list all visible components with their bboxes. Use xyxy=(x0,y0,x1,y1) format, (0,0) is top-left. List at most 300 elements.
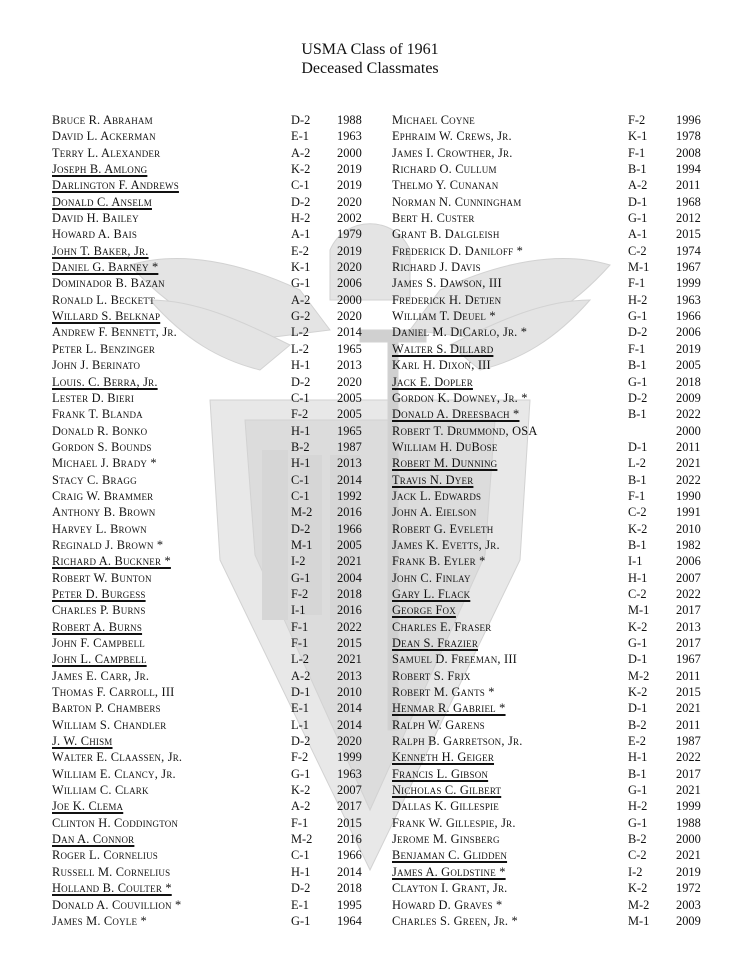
classmate-name: Reginald J. Brown * xyxy=(52,537,164,552)
year-deceased: 2021 xyxy=(676,848,701,863)
year-deceased: 2009 xyxy=(676,913,701,928)
classmate-name: Kenneth H. Geiger xyxy=(392,750,495,765)
list-item xyxy=(52,668,372,684)
company-code: D-1 xyxy=(628,194,648,209)
year-deceased: 2009 xyxy=(676,390,701,405)
list-item xyxy=(392,700,712,716)
list-item xyxy=(392,439,712,455)
classmate-name: Bruce R. Abraham xyxy=(52,113,153,127)
year-deceased: 1988 xyxy=(676,815,701,830)
year-deceased: 2003 xyxy=(676,897,701,912)
company-code: B-1 xyxy=(628,537,647,552)
year-deceased: 2014 xyxy=(337,717,362,732)
year-deceased: 1999 xyxy=(337,750,362,765)
list-item xyxy=(392,472,712,488)
year-deceased: 1988 xyxy=(337,113,362,127)
classmate-name: Donald R. Bonko xyxy=(52,423,148,438)
year-deceased: 2020 xyxy=(337,309,362,324)
company-code: L-2 xyxy=(291,341,309,356)
classmate-name: Dean S. Frazier xyxy=(392,636,479,650)
company-code: B-2 xyxy=(628,717,647,732)
list-item xyxy=(392,161,712,177)
company-code: K-2 xyxy=(628,881,648,896)
list-item xyxy=(392,423,712,439)
list-item xyxy=(52,357,372,373)
year-deceased: 2018 xyxy=(337,586,362,601)
company-code: C-2 xyxy=(628,505,647,520)
classmate-name: William E. Clancy, Jr. xyxy=(52,766,176,781)
roster-column-left xyxy=(52,112,372,929)
year-deceased: 1999 xyxy=(676,276,701,291)
classmate-name: Frederick D. Daniloff * xyxy=(392,243,523,258)
company-code: K-2 xyxy=(628,521,648,536)
list-item xyxy=(392,586,712,602)
classmate-name: John F. Campbell xyxy=(52,636,145,650)
year-deceased: 2008 xyxy=(676,145,701,160)
classmate-name: Robert S. Frix xyxy=(392,668,471,683)
year-deceased: 2021 xyxy=(676,701,701,716)
list-item xyxy=(52,341,372,357)
list-item xyxy=(392,374,712,390)
list-item xyxy=(52,324,372,340)
list-item xyxy=(52,717,372,733)
classmate-name: Darlington F. Andrews xyxy=(52,178,179,193)
list-item xyxy=(52,504,372,520)
list-item xyxy=(52,521,372,537)
classmate-name: Gordon K. Downey, Jr. * xyxy=(392,390,528,405)
year-deceased: 2022 xyxy=(676,472,701,487)
classmate-name: Roger L. Cornelius xyxy=(52,848,158,863)
list-item xyxy=(392,717,712,733)
list-item xyxy=(52,472,372,488)
year-deceased: 2005 xyxy=(337,407,362,422)
classmate-name: Donald A. Couvillion * xyxy=(52,897,182,912)
list-item xyxy=(392,798,712,814)
year-deceased: 2022 xyxy=(337,619,362,634)
year-deceased: 2004 xyxy=(337,570,362,585)
year-deceased: 2021 xyxy=(337,554,362,569)
classmate-name: James M. Coyle * xyxy=(52,913,147,928)
year-deceased: 1996 xyxy=(676,113,701,127)
classmate-name: Richard O. Cullum xyxy=(392,162,497,177)
classmate-name: Donald A. Dreesbach * xyxy=(392,407,520,422)
classmate-name: Gary L. Flack xyxy=(392,586,471,601)
year-deceased: 1999 xyxy=(676,799,701,814)
list-item xyxy=(392,521,712,537)
list-item xyxy=(52,651,372,667)
classmate-name: Richard A. Buckner * xyxy=(52,554,171,569)
company-code: G-1 xyxy=(628,636,648,650)
classmate-name: Michael Coyne xyxy=(392,113,475,127)
list-item xyxy=(52,537,372,553)
year-deceased: 2019 xyxy=(337,243,362,258)
classmate-name: Thomas F. Carroll, III xyxy=(52,685,175,700)
company-code: G-1 xyxy=(628,309,648,324)
classmate-name: Ronald L. Beckett xyxy=(52,292,155,307)
company-code: D-2 xyxy=(291,734,311,749)
classmate-name: Robert W. Bunton xyxy=(52,570,152,585)
company-code: G-1 xyxy=(628,783,648,798)
list-item xyxy=(392,406,712,422)
classmate-name: Barton P. Chambers xyxy=(52,701,161,716)
classmate-name: Russell M. Cornelius xyxy=(52,864,171,879)
year-deceased: 2013 xyxy=(337,668,362,683)
classmate-name: John T. Baker, Jr. xyxy=(52,243,149,258)
company-code: B-2 xyxy=(628,832,647,847)
company-code: F-1 xyxy=(628,341,646,356)
list-item xyxy=(392,357,712,373)
year-deceased: 2006 xyxy=(337,276,362,291)
company-code: D-2 xyxy=(628,390,648,405)
classmate-name: Dominador B. Bazan xyxy=(52,276,165,291)
company-code: C-2 xyxy=(628,848,647,863)
list-item xyxy=(392,128,712,144)
list-item xyxy=(392,847,712,863)
company-code: F-1 xyxy=(291,636,309,650)
company-code: L-2 xyxy=(291,652,309,667)
list-item xyxy=(52,308,372,324)
classmate-name: William C. Clark xyxy=(52,783,149,798)
company-code: E-2 xyxy=(628,734,646,749)
list-item xyxy=(52,455,372,471)
classmate-name: Clayton I. Grant, Jr. xyxy=(392,881,508,896)
list-item xyxy=(52,177,372,193)
company-code: M-2 xyxy=(291,505,313,520)
list-item xyxy=(392,684,712,700)
company-code: H-1 xyxy=(291,456,311,471)
list-item xyxy=(392,455,712,471)
classmate-name: Holland B. Coulter * xyxy=(52,881,172,896)
list-item xyxy=(392,668,712,684)
list-item xyxy=(392,145,712,161)
classmate-name: Henmar R. Gabriel * xyxy=(392,701,506,716)
list-item xyxy=(392,243,712,259)
company-code: G-1 xyxy=(291,766,311,781)
year-deceased: 2016 xyxy=(337,505,362,520)
classmate-name: Joe K. Clema xyxy=(52,799,124,814)
company-code: D-2 xyxy=(291,113,311,127)
classmate-name: Robert A. Burns xyxy=(52,619,143,634)
list-item xyxy=(392,602,712,618)
company-code: F-2 xyxy=(291,586,309,601)
company-code: B-1 xyxy=(628,766,647,781)
classmate-name: Norman N. Cunningham xyxy=(392,194,522,209)
company-code: A-1 xyxy=(628,227,648,242)
list-item xyxy=(392,635,712,651)
company-code: F-2 xyxy=(291,407,309,422)
classmate-name: Robert M. Gants * xyxy=(392,685,495,700)
list-item xyxy=(392,913,712,929)
classmate-name: Nicholas C. Gilbert xyxy=(392,783,502,798)
company-code: G-1 xyxy=(291,913,311,928)
list-item xyxy=(52,619,372,635)
company-code: D-1 xyxy=(628,652,648,667)
list-item xyxy=(52,292,372,308)
year-deceased: 2000 xyxy=(337,292,362,307)
company-code: L-1 xyxy=(291,717,309,732)
list-item xyxy=(392,275,712,291)
year-deceased: 2013 xyxy=(337,358,362,373)
company-code: F-1 xyxy=(628,276,646,291)
company-code: B-1 xyxy=(628,472,647,487)
company-code: I-1 xyxy=(628,554,643,569)
year-deceased: 1974 xyxy=(676,243,701,258)
classmate-name: James I. Crowther, Jr. xyxy=(392,145,513,160)
year-deceased: 1990 xyxy=(676,488,701,503)
company-code: C-2 xyxy=(628,243,647,258)
year-deceased: 2015 xyxy=(676,227,701,242)
company-code: K-2 xyxy=(628,619,648,634)
classmate-name: Howard A. Bais xyxy=(52,227,138,242)
company-code: F-1 xyxy=(628,488,646,503)
list-item xyxy=(52,145,372,161)
list-item xyxy=(392,619,712,635)
year-deceased: 1963 xyxy=(337,129,362,144)
list-item xyxy=(392,749,712,765)
year-deceased: 2000 xyxy=(676,423,701,438)
year-deceased: 2010 xyxy=(337,685,362,700)
year-deceased: 2022 xyxy=(676,750,701,765)
company-code: C-1 xyxy=(291,178,310,193)
classmate-name: Dan A. Connor xyxy=(52,832,135,847)
company-code: D-2 xyxy=(291,194,311,209)
company-code: I-2 xyxy=(291,554,306,569)
company-code: C-1 xyxy=(291,472,310,487)
company-code: F-1 xyxy=(291,815,309,830)
company-code: F-1 xyxy=(291,619,309,634)
classmate-name: Craig W. Brammer xyxy=(52,488,154,503)
year-deceased: 2010 xyxy=(676,521,701,536)
classmate-name: Ralph W. Garens xyxy=(392,717,485,732)
list-item xyxy=(52,570,372,586)
year-deceased: 2005 xyxy=(337,390,362,405)
year-deceased: 2011 xyxy=(676,178,701,193)
year-deceased: 1987 xyxy=(676,734,701,749)
company-code: E-1 xyxy=(291,897,309,912)
company-code: A-1 xyxy=(291,227,311,242)
list-item xyxy=(52,815,372,831)
classmate-name: George Fox xyxy=(392,603,456,618)
year-deceased: 2021 xyxy=(676,783,701,798)
list-item xyxy=(392,504,712,520)
company-code: F-2 xyxy=(628,113,646,127)
classmate-name: Ralph B. Garretson, Jr. xyxy=(392,734,523,749)
list-item xyxy=(52,602,372,618)
year-deceased: 2020 xyxy=(337,374,362,389)
company-code: H-1 xyxy=(628,570,648,585)
classmate-name: John A. Eielson xyxy=(392,505,477,520)
year-deceased: 2020 xyxy=(337,734,362,749)
company-code: M-1 xyxy=(291,537,313,552)
list-item xyxy=(52,210,372,226)
list-item xyxy=(52,847,372,863)
year-deceased: 2022 xyxy=(676,586,701,601)
list-item xyxy=(392,194,712,210)
classmate-name: Grant B. Dalgleish xyxy=(392,227,500,242)
list-item xyxy=(392,390,712,406)
company-code: M-2 xyxy=(628,668,650,683)
list-item xyxy=(392,259,712,275)
year-deceased: 1995 xyxy=(337,897,362,912)
list-item xyxy=(392,292,712,308)
list-item xyxy=(392,226,712,242)
company-code: A-2 xyxy=(291,292,311,307)
classmate-name: Andrew F. Bennett, Jr. xyxy=(52,325,177,340)
year-deceased: 1972 xyxy=(676,881,701,896)
year-deceased: 1965 xyxy=(337,341,362,356)
company-code: F-1 xyxy=(628,145,646,160)
classmate-name: James S. Dawson, III xyxy=(392,276,502,291)
company-code: C-1 xyxy=(291,390,310,405)
classmate-name: Samuel D. Freeman, III xyxy=(392,652,517,667)
list-item xyxy=(52,635,372,651)
company-code: M-2 xyxy=(628,897,650,912)
classmate-name: Travis N. Dyer xyxy=(392,472,474,487)
list-item xyxy=(52,406,372,422)
classmate-name: John C. Finlay xyxy=(392,570,471,585)
year-deceased: 1963 xyxy=(337,766,362,781)
year-deceased: 2014 xyxy=(337,472,362,487)
year-deceased: 2006 xyxy=(676,554,701,569)
year-deceased: 2018 xyxy=(676,374,701,389)
classmate-name: Benjaman C. Glidden xyxy=(392,848,508,863)
classmate-name: Frank B. Eyler * xyxy=(392,554,486,569)
classmate-name: Daniel M. DiCarlo, Jr. * xyxy=(392,325,528,340)
list-item xyxy=(52,243,372,259)
company-code: L-2 xyxy=(291,325,309,340)
year-deceased: 2017 xyxy=(337,799,362,814)
classmate-name: David L. Ackerman xyxy=(52,129,156,144)
list-item xyxy=(52,194,372,210)
company-code: C-1 xyxy=(291,848,310,863)
year-deceased: 2021 xyxy=(337,652,362,667)
year-deceased: 1965 xyxy=(337,423,362,438)
list-item xyxy=(52,423,372,439)
company-code: D-1 xyxy=(628,439,648,454)
classmate-name: William S. Chandler xyxy=(52,717,167,732)
classmate-name: Harvey L. Brown xyxy=(52,521,147,536)
classmate-name: James K. Evetts, Jr. xyxy=(392,537,500,552)
classmate-name: Jerome M. Ginsberg xyxy=(392,832,500,847)
roster-column-right xyxy=(392,112,712,929)
page-title: USMA Class of 1961 xyxy=(301,41,439,58)
list-item xyxy=(52,749,372,765)
classmate-name: Francis L. Gibson xyxy=(392,766,489,781)
list-item xyxy=(52,766,372,782)
list-item xyxy=(52,782,372,798)
company-code: G-1 xyxy=(291,276,311,291)
classmate-name: John J. Berinato xyxy=(52,358,141,373)
list-item xyxy=(392,815,712,831)
page-subtitle: Deceased Classmates xyxy=(301,60,439,77)
classmate-name: Louis. C. Berra, Jr. xyxy=(52,374,158,389)
company-code: B-2 xyxy=(291,439,310,454)
list-item xyxy=(52,700,372,716)
company-code: K-2 xyxy=(291,783,311,798)
classmate-name: Robert G. Eveleth xyxy=(392,521,494,536)
list-item xyxy=(392,488,712,504)
year-deceased: 2014 xyxy=(337,701,362,716)
year-deceased: 1966 xyxy=(676,309,701,324)
company-code: A-2 xyxy=(291,799,311,814)
year-deceased: 1982 xyxy=(676,537,701,552)
company-code: B-1 xyxy=(628,358,647,373)
classmate-name: Clinton H. Coddington xyxy=(52,815,179,830)
list-item xyxy=(52,798,372,814)
year-deceased: 2019 xyxy=(337,178,362,193)
year-deceased: 2012 xyxy=(676,211,701,226)
classmate-name: Anthony B. Brown xyxy=(52,505,156,520)
year-deceased: 2007 xyxy=(337,783,362,798)
company-code: B-1 xyxy=(628,407,647,422)
list-item xyxy=(392,766,712,782)
company-code: H-2 xyxy=(628,292,648,307)
year-deceased: 2006 xyxy=(676,325,701,340)
company-code: A-2 xyxy=(291,145,311,160)
list-item xyxy=(392,864,712,880)
year-deceased: 1978 xyxy=(676,129,701,144)
list-item xyxy=(392,651,712,667)
year-deceased: 2011 xyxy=(676,668,701,683)
year-deceased: 1967 xyxy=(676,652,701,667)
classmate-name: James E. Carr, Jr. xyxy=(52,668,150,683)
year-deceased: 2013 xyxy=(676,619,701,634)
classmate-name: Terry L. Alexander xyxy=(52,145,161,160)
list-item xyxy=(52,390,372,406)
company-code: G-2 xyxy=(291,309,311,324)
company-code: H-1 xyxy=(628,750,648,765)
list-item xyxy=(392,324,712,340)
year-deceased: 2015 xyxy=(337,636,362,650)
list-item xyxy=(52,112,372,128)
list-item xyxy=(392,112,712,128)
list-item xyxy=(392,308,712,324)
year-deceased: 2020 xyxy=(337,260,362,275)
classmate-name: James A. Goldstine * xyxy=(392,864,506,879)
classmate-name: Stacy C. Bragg xyxy=(52,472,137,487)
company-code: C-1 xyxy=(291,488,310,503)
company-code: K-2 xyxy=(628,685,648,700)
classmate-name: Robert T. Drummond, OSA xyxy=(392,423,538,438)
classmate-name: Peter L. Benzinger xyxy=(52,341,156,356)
classmate-name: William H. DuBose xyxy=(392,439,498,454)
list-item xyxy=(52,864,372,880)
list-item xyxy=(52,586,372,602)
company-code: K-1 xyxy=(291,260,311,275)
year-deceased: 2015 xyxy=(676,685,701,700)
list-item xyxy=(392,733,712,749)
page-header xyxy=(0,40,740,78)
company-code: D-2 xyxy=(291,374,311,389)
classmate-name: Frank T. Blanda xyxy=(52,407,143,422)
year-deceased: 2000 xyxy=(337,145,362,160)
list-item xyxy=(52,831,372,847)
company-code: H-2 xyxy=(291,211,311,226)
classmate-name: Frank W. Gillespie, Jr. xyxy=(392,815,516,830)
company-code: H-1 xyxy=(291,864,311,879)
company-code: M-1 xyxy=(628,913,650,928)
classmate-name: Jack L. Edwards xyxy=(392,488,482,503)
list-item xyxy=(392,782,712,798)
company-code: G-1 xyxy=(628,211,648,226)
classmate-name: Thelmo Y. Cunanan xyxy=(392,178,499,193)
classmate-name: Donald C. Anselm xyxy=(52,194,152,209)
classmate-name: Charles E. Fraser xyxy=(392,619,492,634)
company-code: K-2 xyxy=(291,162,311,177)
classmate-name: Michael J. Brady * xyxy=(52,456,157,471)
company-code: I-1 xyxy=(291,603,306,618)
classmate-name: Joseph B. Amlong xyxy=(52,162,148,177)
